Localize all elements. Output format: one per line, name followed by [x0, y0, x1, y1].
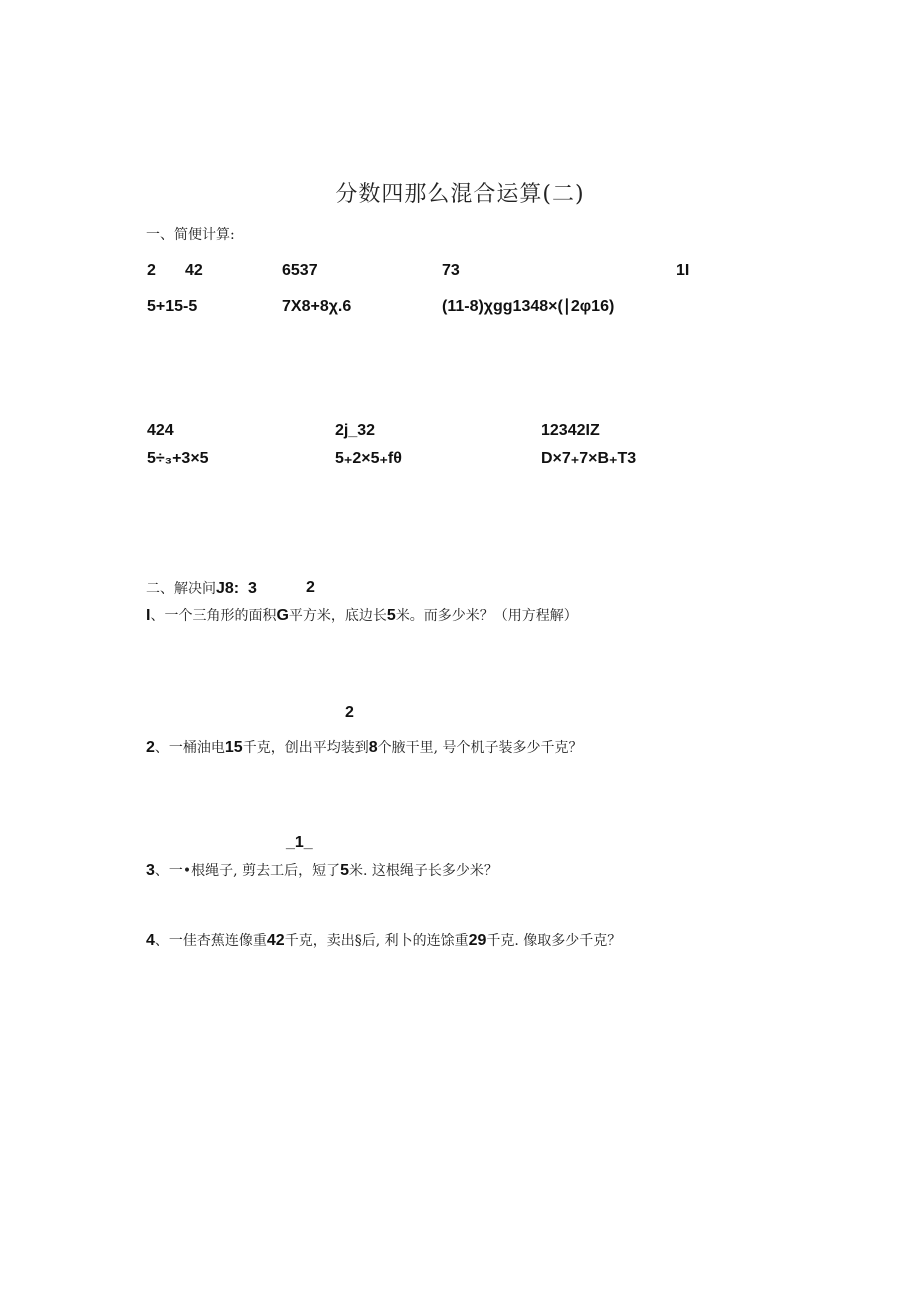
q2-text-3: 个腋干里, 号个机子装多少千克？ [377, 740, 583, 756]
q4-value-1: 42 [266, 932, 285, 949]
row2-top-1: 424 [147, 422, 174, 439]
section2-heading-extra: 2 [306, 579, 315, 596]
row1-top-5: 1I [676, 262, 690, 279]
q3-marker: _1_ [286, 834, 313, 851]
q2-value-2: 8 [368, 739, 378, 756]
q4-text-1: 、一佳杏蕉连像重 [154, 933, 267, 949]
q3-value-1: 5 [340, 862, 349, 879]
q3-text-1: 、一•根绳子, 剪去工后，短了 [154, 863, 341, 879]
q2-text-2: 千克，创出平均装到 [242, 740, 369, 756]
row2-expr-2: 5₊2×5₊fθ [335, 450, 402, 467]
q3-number: 3 [146, 862, 155, 879]
q1-text-2: 平方米，底边长 [288, 608, 387, 624]
row1-top-2: 42 [185, 262, 203, 279]
section1-heading: 一、简便计算: [146, 227, 235, 243]
question-4 [146, 932, 621, 949]
q1-text-1: 、一个三角形的面积 [150, 608, 277, 624]
row1-expr-3: (11-8)χgg1348×(∣2φ16) [442, 298, 615, 315]
q2-number: 2 [146, 739, 155, 756]
page-title: 分数四那么混合运算(二) [335, 182, 585, 207]
question-3 [146, 862, 498, 879]
row1-expr-1: 5+15-5 [147, 298, 198, 315]
row2-expr-1: 5÷₃+3×5 [147, 450, 209, 467]
question-2 [146, 739, 583, 756]
q1-number: I [146, 607, 151, 624]
q4-number: 4 [146, 932, 155, 949]
row1-top-1: 2 [147, 262, 156, 279]
row2-top-3: 12342IZ [541, 422, 600, 439]
row1-top-4: 73 [442, 262, 460, 279]
q2-marker: 2 [345, 704, 354, 721]
section2-heading-text: 二、解决问 [146, 581, 216, 597]
q4-value-2: 29 [468, 932, 487, 949]
row2-expr-3: D×7₊7×B₊T3 [541, 450, 637, 467]
row2-top-2: 2j_32 [335, 422, 376, 439]
question-1 [146, 607, 578, 624]
section2-heading [146, 580, 257, 597]
q2-value-1: 15 [224, 739, 243, 756]
q1-value-2: 5 [386, 607, 396, 624]
row1-expr-2: 7X8+8χ.6 [282, 298, 352, 315]
q1-text-3: 米。而多少米？（用方程解） [395, 608, 578, 624]
q2-text-1: 、一桶油电 [154, 740, 225, 756]
q3-text-2: 米. 这根绳子长多少米？ [348, 863, 498, 879]
q4-text-3: 千克. 像取多少千克？ [486, 933, 622, 949]
section2-heading-bold: J8: 3 [216, 580, 257, 597]
row1-top-3: 6537 [282, 262, 318, 279]
q4-text-2: 千克，卖出§后, 利卜的连馀重 [284, 933, 469, 949]
q1-value-1: G [276, 607, 289, 624]
